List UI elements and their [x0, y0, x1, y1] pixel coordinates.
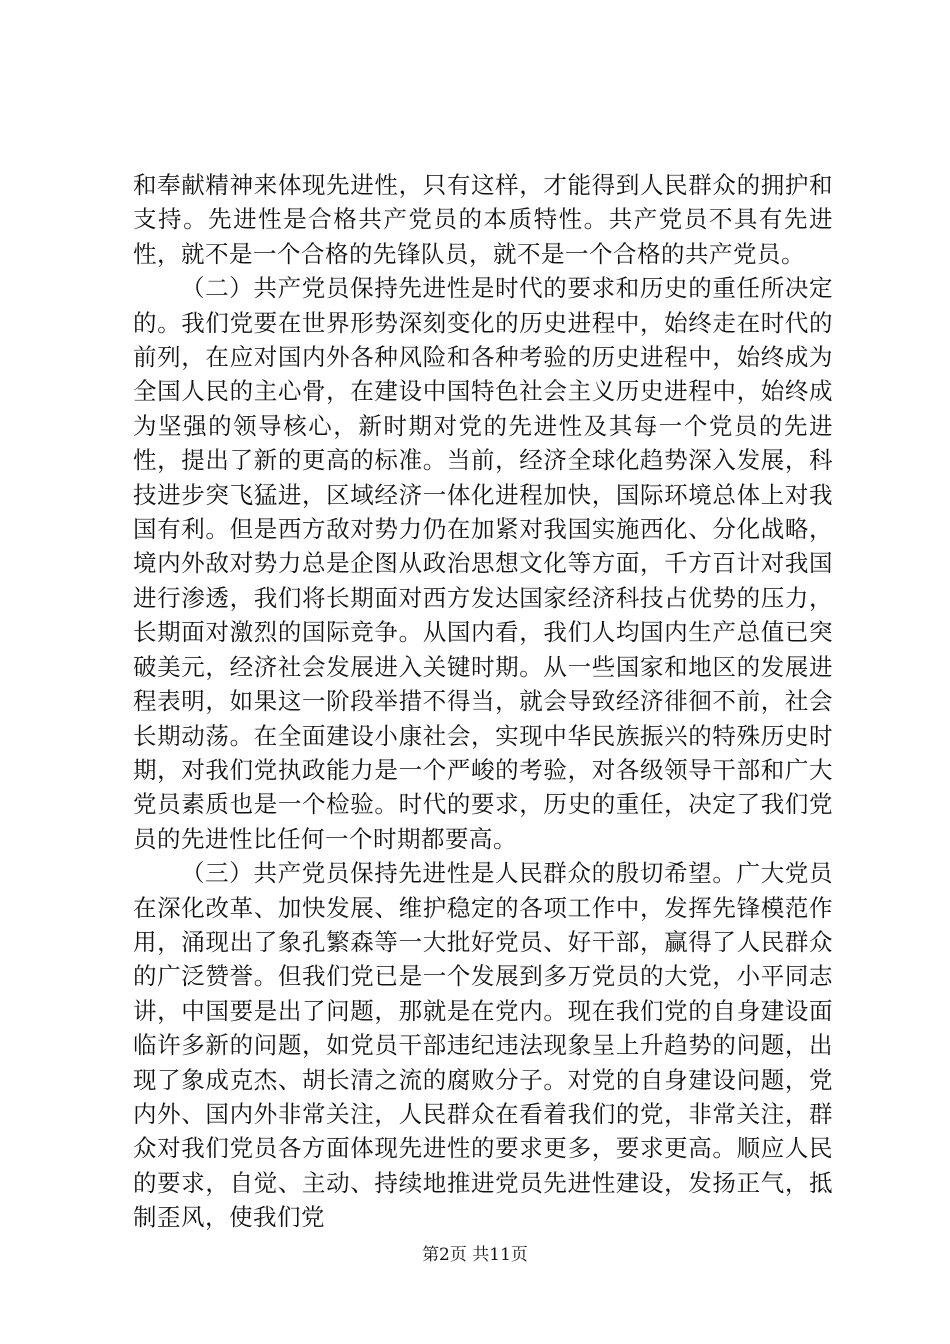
page-footer: 第2页 共11页	[422, 1245, 528, 1265]
paragraph-section-two: （二）共产党员保持先进性是时代的要求和历史的重任所决定的。我们党要在世界形势深刻变化的历史进程中，始终走在时代的前列，在应对国内外各种风险和各种考验的历史进程中，始终成为全国人民的主心骨，在建设中国特色社会主义历史进程中，始终成为坚强的领导核心，新时期对党的先进性及其每一个党员的先进性，提出了新的更高的标准。当前，经济全球化趋势深入发展，科技进步突飞猛进，区域经济一体化进程加快，国际环境总体上对我国有利。但是西方敌对势力仍在加紧对我国实施西化、分化战略，境内外敌对势力总是企图从政治思想文化等方面，千方百计对我国进行渗透，我们将长期面对西方发达国家经济科技占优势的压力，长期面对激烈的国际竞争。从国内看，我们人均国内生产总值已突破美元，经济社会发展进入关键时期。从一些国家和地区的发展进程表明，如果这一阶段举措不得当，就会导致经济徘徊不前，社会长期动荡。在全面建设小康社会，实现中华民族振兴的特殊历史时期，对我们党执政能力是一个严峻的考验，对各级领导干部和广大党员素质也是一个检验。时代的要求，历史的重任，决定了我们党员的先进性比任何一个时期都要高。	[133, 274, 833, 853]
body-text	[133, 168, 833, 1235]
paragraph-section-three: （三）共产党员保持先进性是人民群众的殷切希望。广大党员在深化改革、加快发展、维护稳定的各项工作中，发挥先锋模范作用，涌现出了象孔繁森等一大批好党员、好干部，赢得了人民群众的广泛赞誉。但我们党已是一个发展到多万党员的大党，小平同志讲，中国要是出了问题，那就是在党内。现在我们党的自身建设面临许多新的问题，如党员干部违纪违法现象呈上升趋势的问题，出现了象成克杰、胡长清之流的腐败分子。对党的自身建设问题，党内外、国内外非常关注，人民群众在看着我们的党，非常关注，群众对我们党员各方面体现先进性的要求更多，要求更高。顺应人民的要求，自觉、主动、持续地推进党员先进性建设，发扬正气，抵制歪风，使我们党	[133, 859, 833, 1232]
paragraph-continued: 和奉献精神来体现先进性，只有这样，才能得到人民群众的拥护和支持。先进性是合格共产党员的本质特性。共产党员不具有先进性，就不是一个合格的先锋队员，就不是一个合格的共产党员。	[133, 171, 833, 268]
